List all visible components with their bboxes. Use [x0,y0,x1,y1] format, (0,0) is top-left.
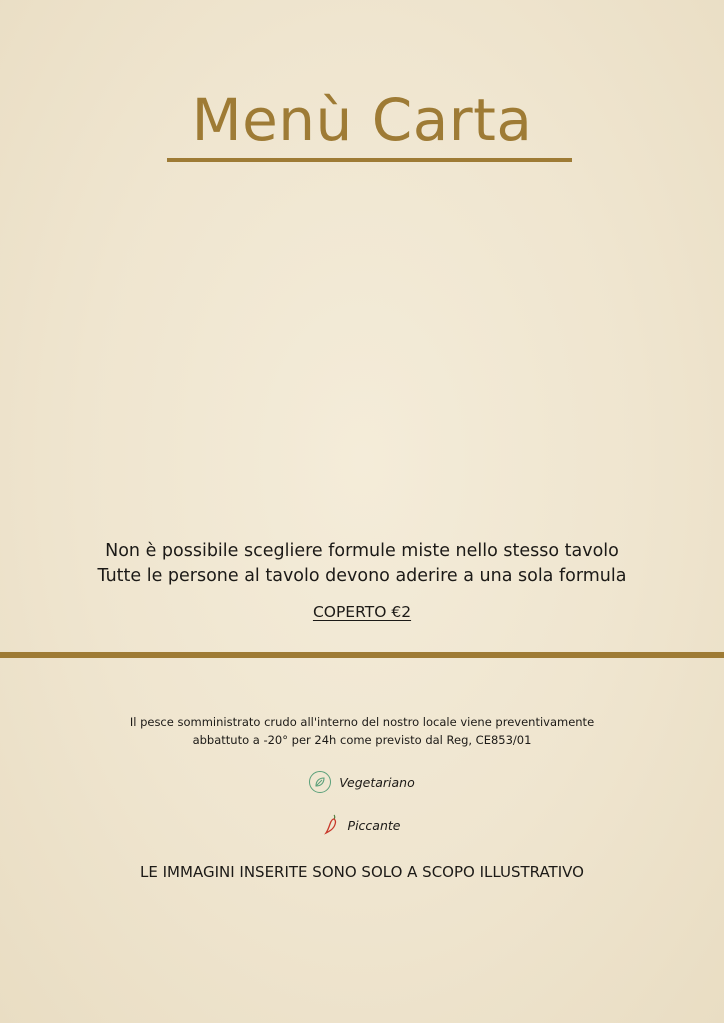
legend-spicy-label: Piccante [347,818,401,833]
formula-notes [0,539,724,589]
formula-note-line-1: Non è possibile scegliere formule miste nello stesso tavolo [105,541,619,561]
legend-vegetarian [0,771,724,793]
cover-charge-text: COPERTO €2 [312,603,412,621]
page-title: Menù Carta [191,86,533,154]
section-divider [0,652,724,658]
legend-spicy [0,813,724,838]
illustrative-images-disclaimer: LE IMMAGINI INSERITE SONO SOLO A SCOPO ILLUSTRATIVO [140,863,584,881]
formula-note-line-2: Tutte le persone al tavolo devono aderire a una sola formula [97,566,627,586]
chili-pepper-icon [324,813,340,838]
raw-fish-notice [0,713,724,749]
cover-charge [0,603,724,621]
leaf-icon [309,771,331,793]
raw-fish-notice-line-2: abbattuto a -20° per 24h come previsto dal Reg, CE853/01 [192,733,532,747]
title-underline [167,158,572,162]
legend-vegetarian-label: Vegetariano [339,774,415,790]
raw-fish-notice-line-1: Il pesce somministrato crudo all'interno del nostro locale viene preventivamente [129,715,595,729]
